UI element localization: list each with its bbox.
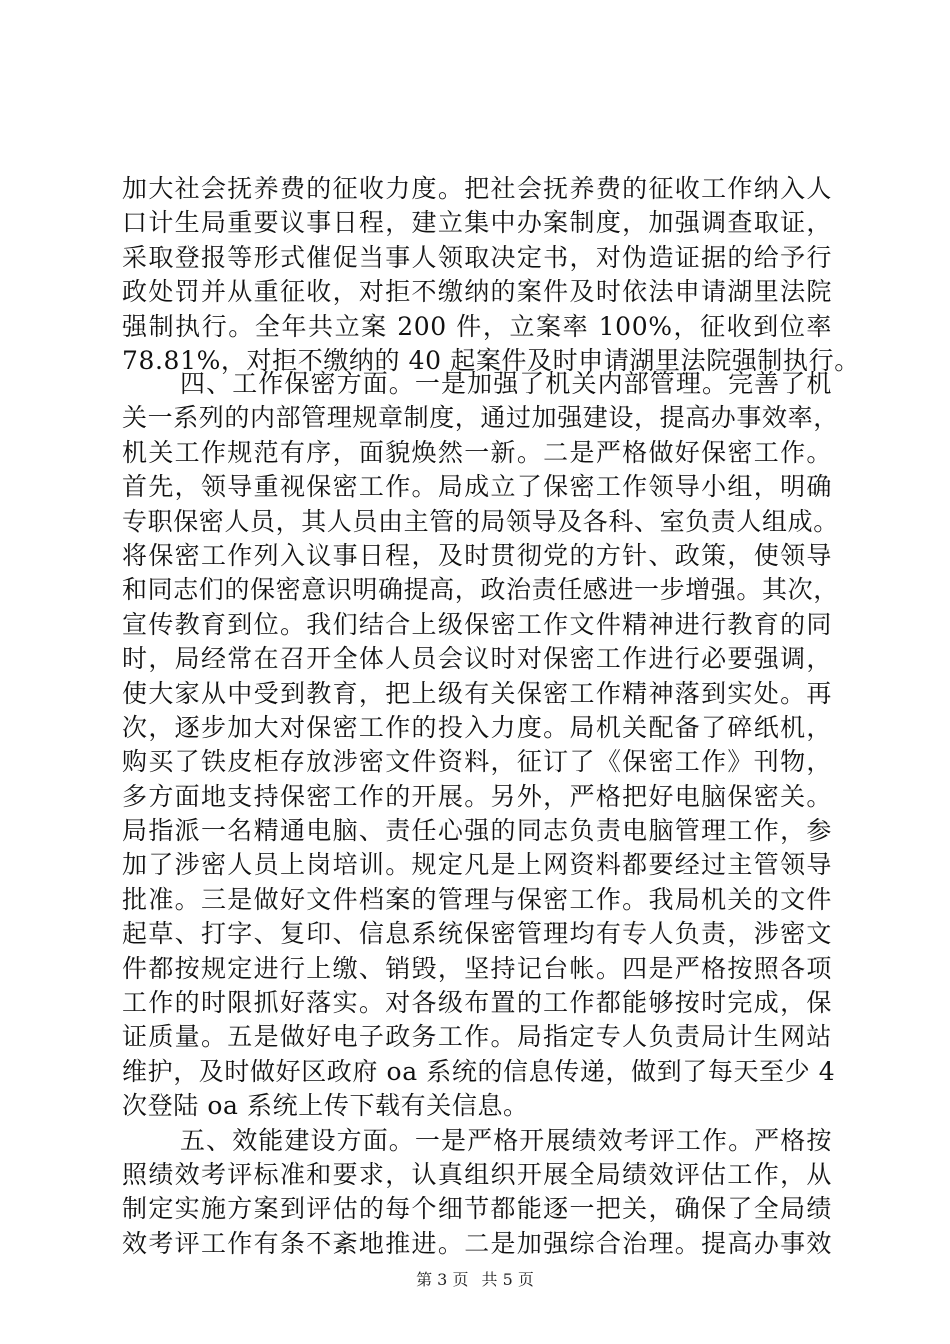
text-line: 维护，及时做好区政府 oa 系统的信息传递，做到了每天至少 4 — [122, 1056, 836, 1086]
text-line: 证质量。五是做好电子政务工作。局指定专人负责局计生网站 — [122, 1022, 832, 1052]
text-line: 78.81%，对拒不缴纳的 40 起案件及时申请湖里法院强制执行。 — [122, 345, 860, 375]
text-line: 工作的时限抓好落实。对各级布置的工作都能够按时完成，保 — [122, 988, 832, 1018]
paragraph-tax-collection — [122, 172, 860, 378]
text-line: 宣传教育到位。我们结合上级保密工作文件精神进行教育的同 — [122, 609, 832, 639]
text-line: 件都按规定进行上缴、销毁，坚持记台帐。四是严格按照各项 — [122, 953, 832, 983]
text-line: 口计生局重要议事日程，建立集中办案制度，加强调查取证， — [122, 208, 832, 238]
page-footer — [0, 1267, 950, 1290]
text-line: 政处罚并从重征收，对拒不缴纳的案件及时依法申请湖里法院 — [122, 277, 832, 307]
text-line: 将保密工作列入议事日程，及时贯彻党的方针、政策，使领导 — [122, 540, 832, 570]
page-number: 第 3 页 — [416, 1270, 469, 1289]
text-line: 加了涉密人员上岗培训。规定凡是上网资料都要经过主管领导 — [122, 850, 832, 880]
section-heading-line: 四、工作保密方面。一是加强了机关内部管理。完善了机 — [180, 369, 832, 398]
paragraph-confidentiality — [122, 367, 839, 1261]
text-line: 时，局经常在召开全体人员会议时对保密工作进行必要强调， — [122, 644, 832, 674]
text-line: 起草、打字、复印、信息系统保密管理均有专人负责，涉密文 — [122, 919, 832, 949]
text-line: 和同志们的保密意识明确提高，政治责任感进一步增强。其次， — [122, 575, 839, 605]
text-line: 次，逐步加大对保密工作的投入力度。局机关配备了碎纸机， — [122, 712, 832, 742]
text-line: 购买了铁皮柜存放涉密文件资料，征订了《保密工作》刊物， — [122, 747, 832, 777]
text-line: 强制执行。全年共立案 200 件，立案率 100%，征收到位率 — [122, 311, 832, 341]
text-line: 多方面地支持保密工作的开展。另外，严格把好电脑保密关。 — [122, 781, 832, 811]
section-heading-line: 五、效能建设方面。一是严格开展绩效考评工作。严格按 — [180, 1125, 832, 1155]
text-line: 关一系列的内部管理规章制度，通过加强建设，提高办事效率， — [122, 403, 839, 433]
text-line: 加大社会抚养费的征收力度。把社会抚养费的征收工作纳入人 — [122, 174, 832, 203]
page-total: 共 5 页 — [481, 1270, 534, 1289]
text-line: 使大家从中受到教育，把上级有关保密工作精神落到实处。再 — [122, 678, 832, 708]
text-line: 采取登报等形式催促当事人领取决定书，对伪造证据的给予行 — [122, 242, 832, 272]
text-line: 首先，领导重视保密工作。局成立了保密工作领导小组，明确 — [122, 472, 832, 502]
text-line: 局指派一名精通电脑、责任心强的同志负责电脑管理工作，参 — [122, 816, 832, 846]
text-line: 批准。三是做好文件档案的管理与保密工作。我局机关的文件 — [122, 884, 832, 914]
text-line: 效考评工作有条不紊地推进。二是加强综合治理。提高办事效 — [122, 1228, 832, 1258]
text-line: 制定实施方案到评估的每个细节都能逐一把关，确保了全局绩 — [122, 1194, 832, 1224]
text-line: 照绩效考评标准和要求，认真组织开展全局绩效评估工作，从 — [122, 1159, 832, 1189]
text-line: 机关工作规范有序，面貌焕然一新。二是严格做好保密工作。 — [122, 437, 832, 467]
text-line: 专职保密人员，其人员由主管的局领导及各科、室负责人组成。 — [122, 506, 839, 536]
text-line: 次登陆 oa 系统上传下载有关信息。 — [122, 1091, 529, 1121]
